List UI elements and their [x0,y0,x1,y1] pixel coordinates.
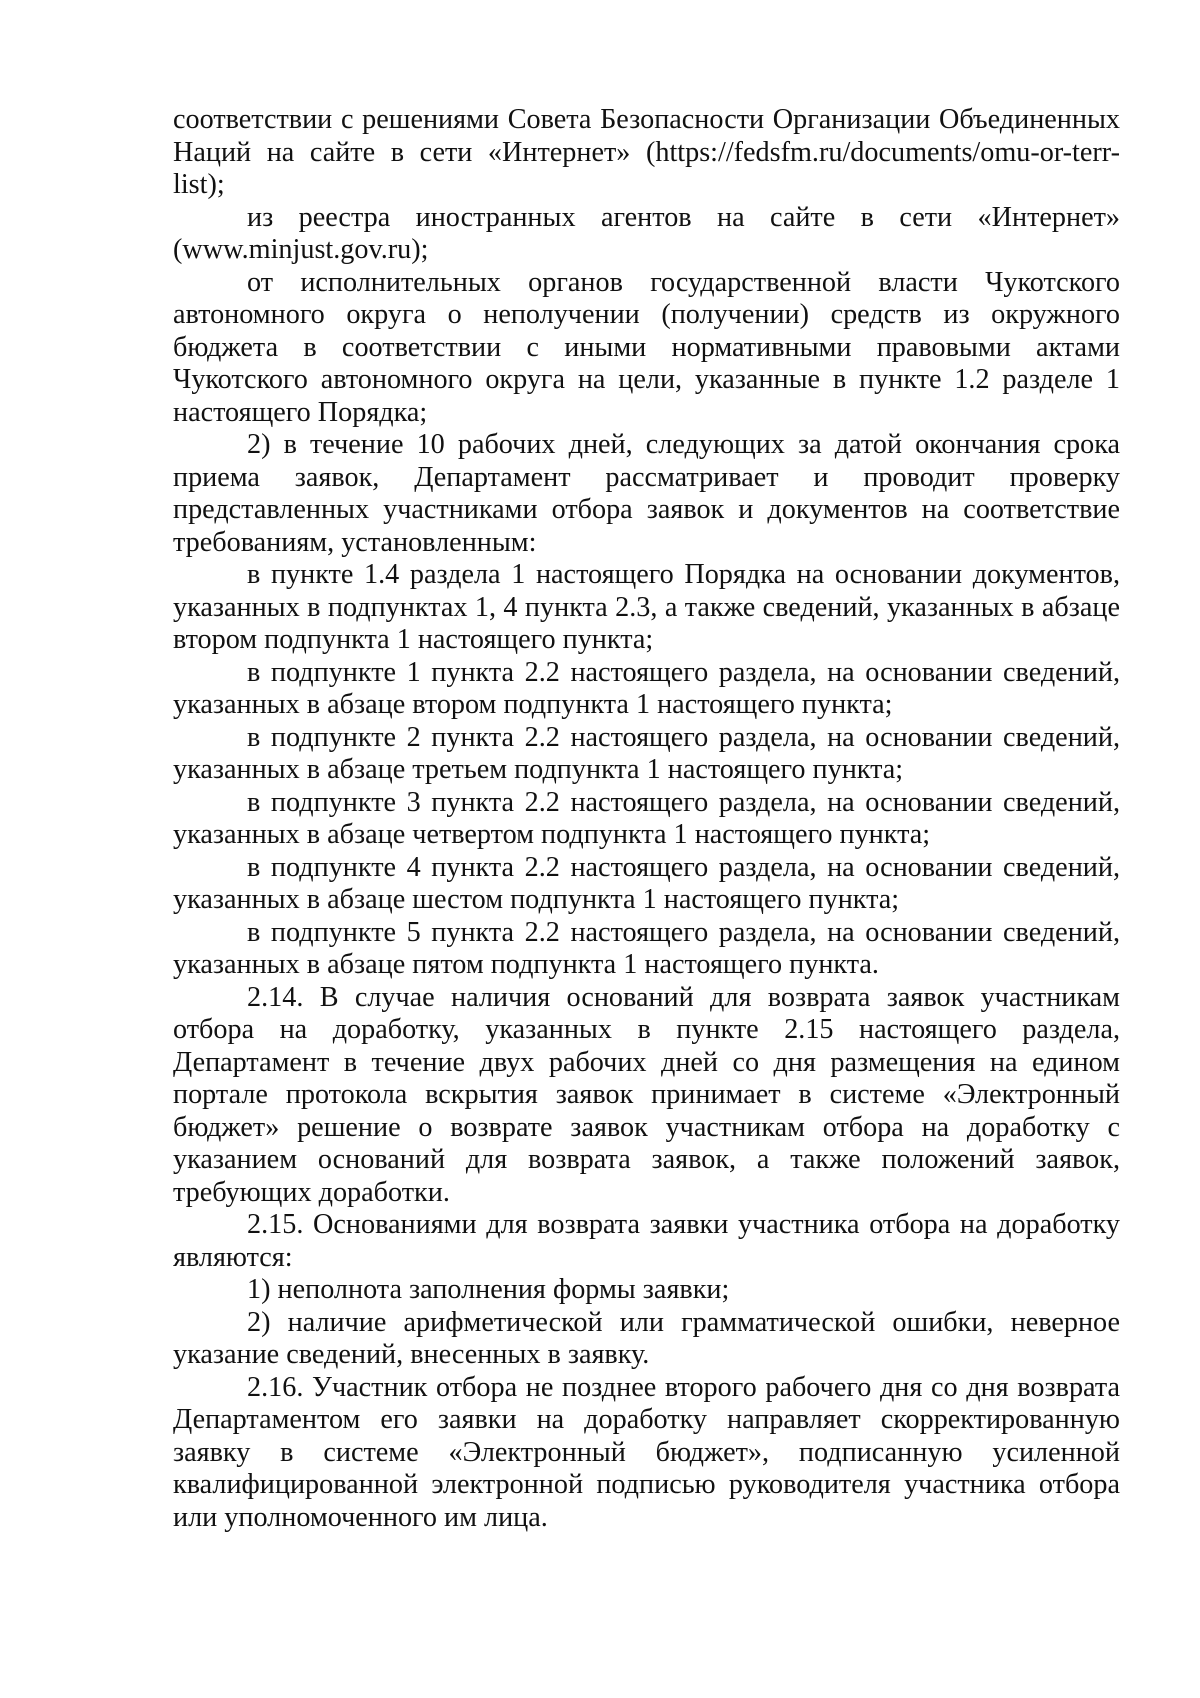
paragraph-6: в подпункте 1 пункта 2.2 настоящего раздела, на основании сведений, указанных в абзаце втором подпункта 1 настоящего пункта; [173,656,1120,720]
paragraph-8: в подпункте 3 пункта 2.2 настоящего раздела, на основании сведений, указанных в абзаце четвертом подпункта 1 настоящего пункта; [173,786,1120,850]
paragraph-10: в подпункте 5 пункта 2.2 настоящего раздела, на основании сведений, указанных в абзаце пятом подпункта 1 настоящего пункта. [173,916,1120,980]
document-page [173,104,1120,1534]
paragraph-1: соответствии с решениями Совета Безопасности Организации Объединенных Наций на сайте в сети «Интернет» (https://fedsfm.ru/documents/omu-or-terr-list); [173,104,1120,200]
paragraph-12: 2.15. Основаниями для возврата заявки участника отбора на доработку являются: [173,1209,1120,1273]
paragraph-3: от исполнительных органов государственной власти Чукотского автономного округа о неполучении (получении) средств из окружного бюджета в соответствии с иными нормативными правовыми актами Чукотского автономного округа на цели, указанные в пункте 1.2 разделе 1 настоящего Порядка; [173,266,1120,428]
paragraph-5: в пункте 1.4 раздела 1 настоящего Порядка на основании документов, указанных в подпунктах 1, 4 пункта 2.3, а также сведений, указанных в абзаце втором подпункта 1 настоящего пункта; [173,559,1120,655]
paragraph-15: 2.16. Участник отбора не позднее второго рабочего дня со дня возврата Департаментом его заявки на доработку направляет скорректированную заявку в системе «Электронный бюджет», подписанную усиленной квалифицированной электронной подписью руководителя участника отбора или уполномоченного им лица. [173,1371,1120,1533]
paragraph-7: в подпункте 2 пункта 2.2 настоящего раздела, на основании сведений, указанных в абзаце третьем подпункта 1 настоящего пункта; [173,721,1120,785]
paragraph-11: 2.14. В случае наличия оснований для возврата заявок участникам отбора на доработку, указанных в пункте 2.15 настоящего раздела, Департамент в течение двух рабочих дней со дня размещения на едином портале протокола вскрытия заявок принимает в системе «Электронный бюджет» решение о возврате заявок участникам отбора на доработку с указанием оснований для возврата заявок, а также положений заявок, требующих доработки. [173,981,1120,1208]
paragraph-14: 2) наличие арифметической или грамматической ошибки, неверное указание сведений, внесенных в заявку. [173,1306,1120,1370]
paragraph-9: в подпункте 4 пункта 2.2 настоящего раздела, на основании сведений, указанных в абзаце шестом подпункта 1 настоящего пункта; [173,851,1120,915]
paragraph-4: 2) в течение 10 рабочих дней, следующих за датой окончания срока приема заявок, Департамент рассматривает и проводит проверку представленных участниками отбора заявок и документов на соответствие требованиям, установленным: [173,429,1120,558]
paragraph-2: из реестра иностранных агентов на сайте в сети «Интернет» (www.minjust.gov.ru); [173,201,1120,265]
paragraph-13: 1) неполнота заполнения формы заявки; [247,1274,730,1305]
